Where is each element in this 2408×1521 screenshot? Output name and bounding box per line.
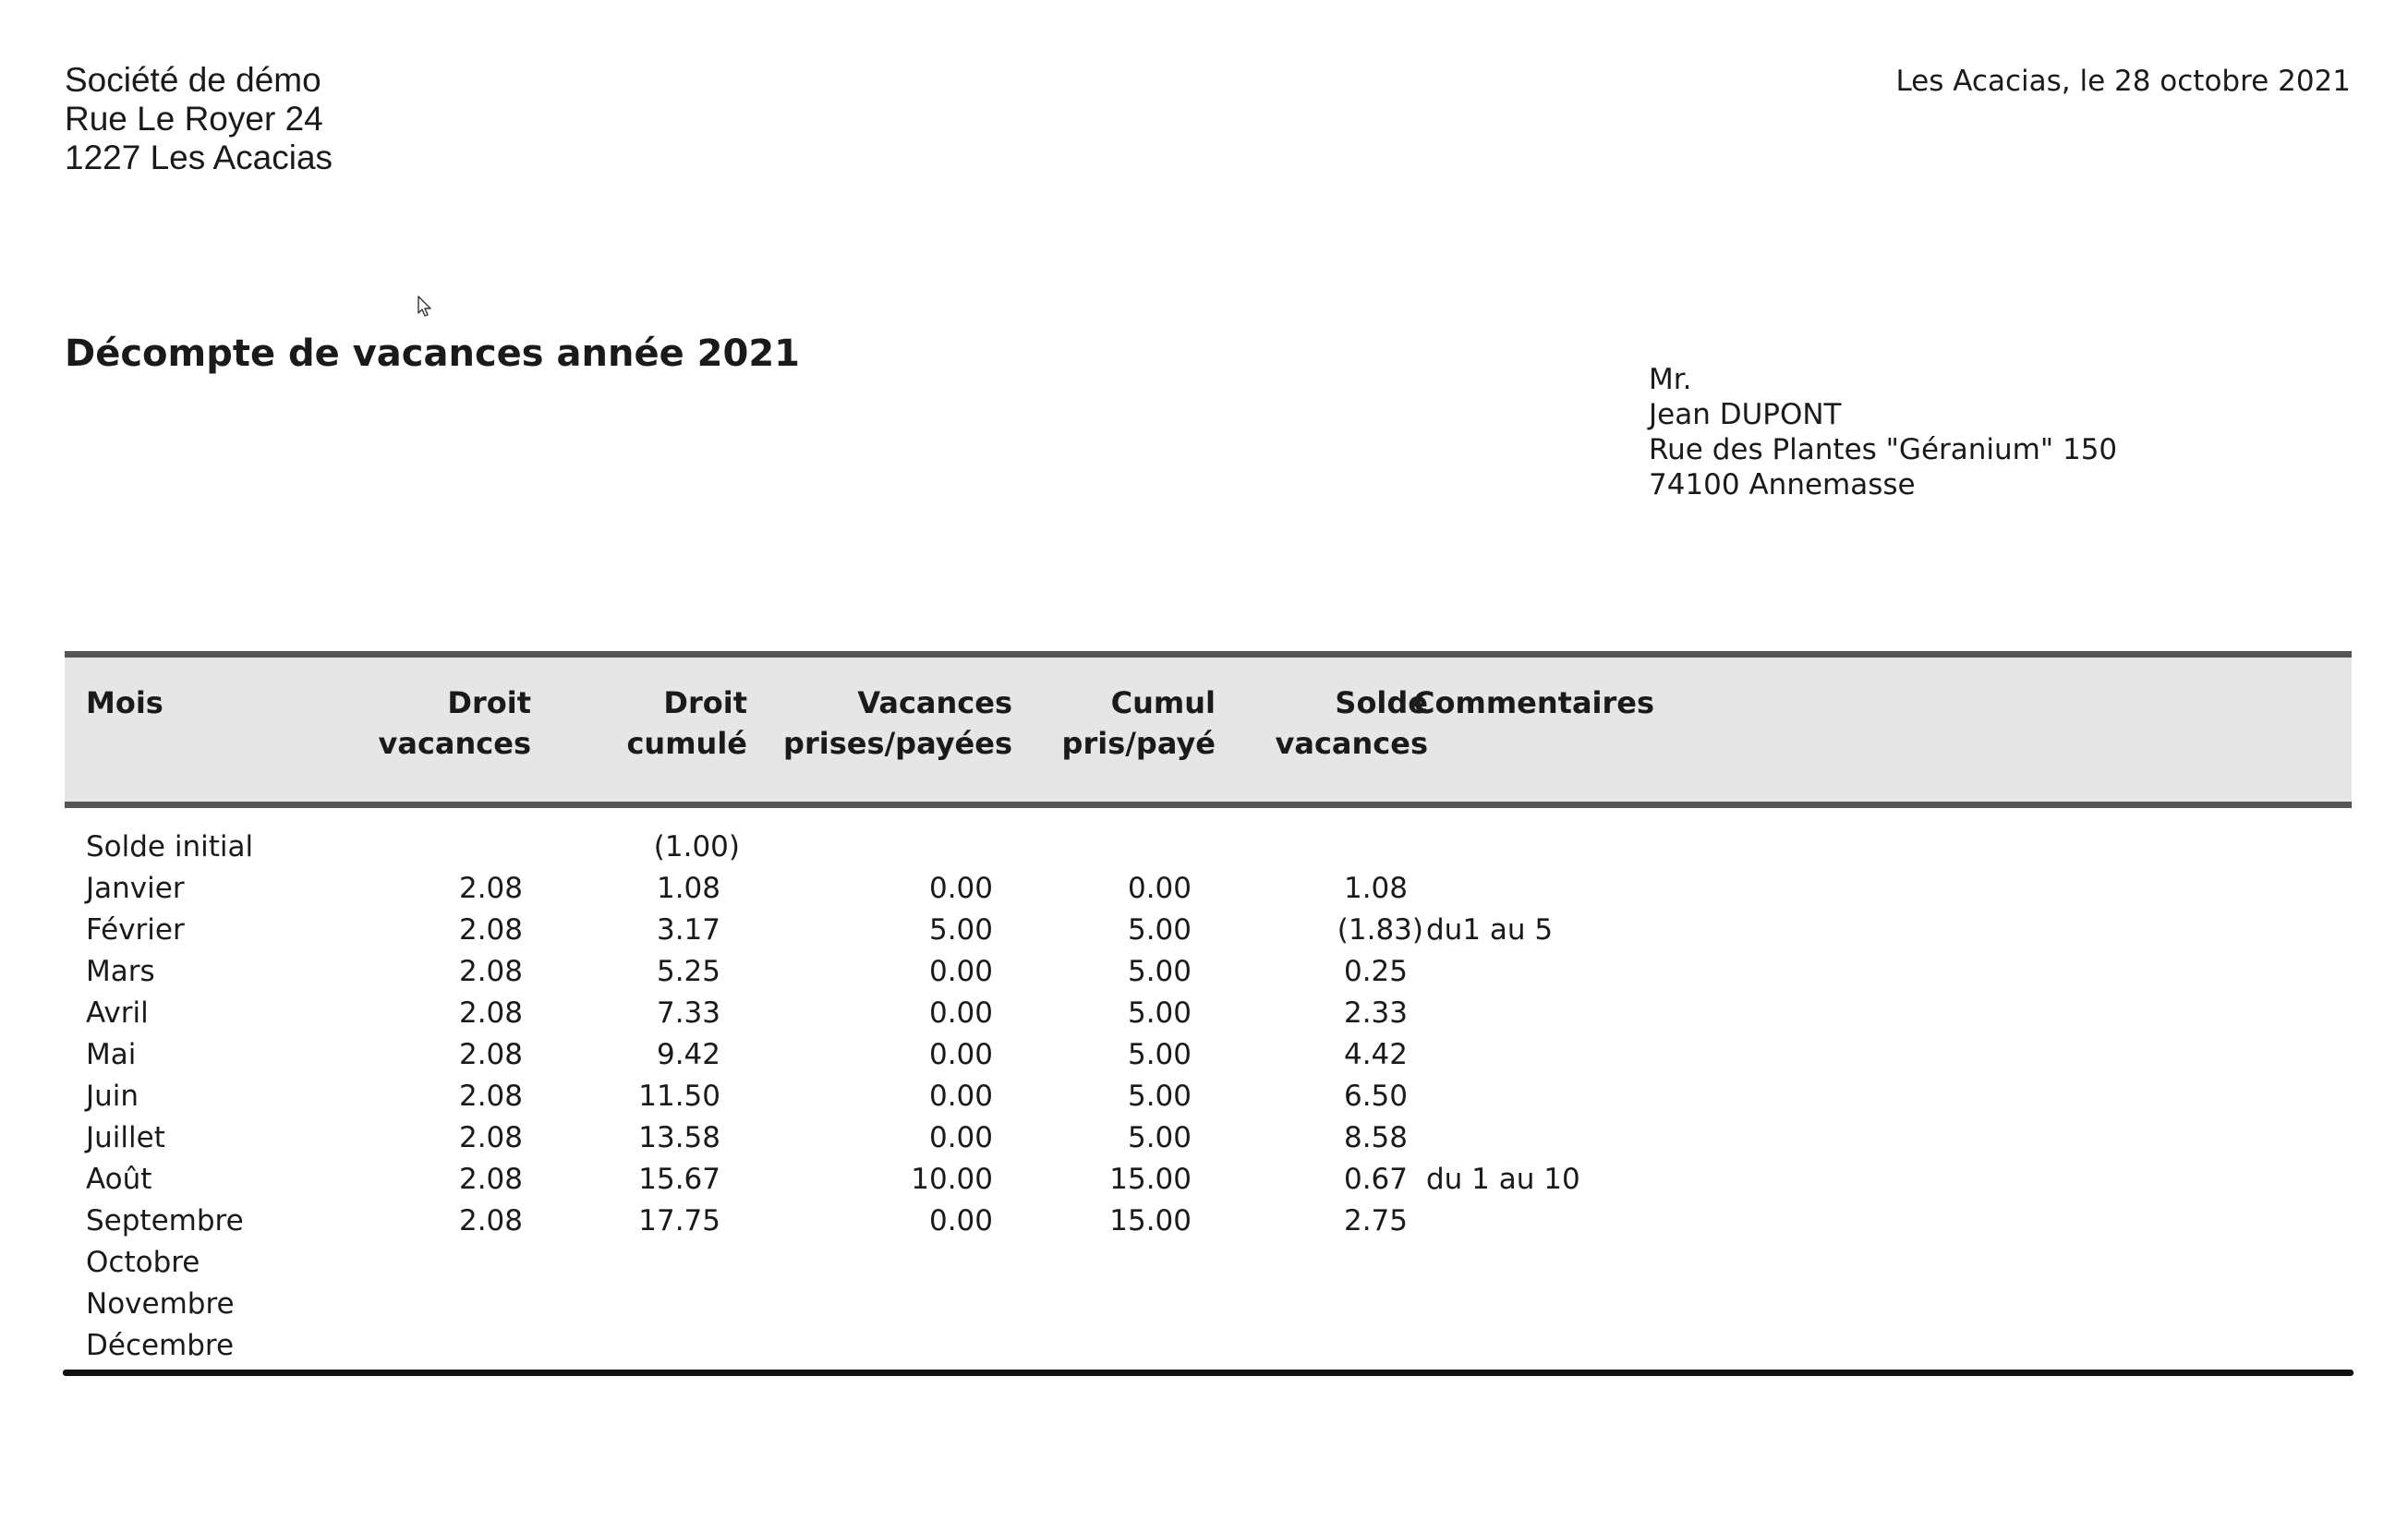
sender-company: Société de démo [65,61,321,99]
mouse-pointer-icon [417,296,432,318]
table-row [65,1284,2352,1325]
cell-cumule: 13.58 [638,1121,720,1154]
table-row [65,1201,2352,1242]
cell-droit: 2.08 [458,1121,523,1154]
table-row [65,1034,2352,1076]
cell-prises: 0.00 [928,996,993,1030]
cell-cumul: 15.00 [1109,1204,1192,1237]
header-commentaires [1413,682,1654,723]
cell-solde: (1.83) [1337,913,1423,947]
cell-cumul: 15.00 [1109,1163,1192,1196]
document-date: Les Acacias, le 28 octobre 2021 [1895,65,2351,98]
cell-droit: 2.08 [458,1038,523,1071]
recipient-name: Jean DUPONT [1649,398,1842,431]
header-mois-line1: Mois [86,685,163,720]
sender-city: 1227 Les Acacias [65,139,333,176]
header-droit-cumule-line1: Droit [663,685,747,720]
cell-droit: 2.08 [458,1080,523,1113]
table-row [65,1242,2352,1284]
cell-mois: Octobre [86,1246,200,1279]
header-droit-cumule-line2: cumulé [626,726,747,761]
table-body [65,827,2352,1367]
header-cumul-pris [1062,682,1216,764]
header-droit-cumule [626,682,747,764]
cell-cumule: (1.00) [653,830,740,863]
cell-cumule: 3.17 [656,913,720,947]
cell-cumul: 5.00 [1127,955,1192,988]
header-solde-vacances-line2: vacances [1275,726,1428,761]
header-droit-vacances-line1: Droit [447,685,531,720]
cell-cumule: 11.50 [638,1080,720,1113]
cell-cumule: 1.08 [656,872,720,905]
cell-solde: 0.67 [1343,1163,1408,1196]
cell-cumul: 5.00 [1127,1121,1192,1154]
cell-prises: 0.00 [928,1038,993,1071]
page-title: Décompte de vacances année 2021 [65,332,800,375]
cell-cumul: 5.00 [1127,996,1192,1030]
cell-mois: Janvier [86,872,185,905]
table-row [65,993,2352,1034]
table-row [65,827,2352,868]
table-row [65,951,2352,993]
cell-droit: 2.08 [458,1163,523,1196]
cell-mois: Février [86,913,185,947]
header-vacances-prises [783,682,1012,764]
header-commentaires-line1: Commentaires [1413,685,1655,720]
cell-cumule: 7.33 [656,996,720,1030]
recipient-address [1649,362,2117,502]
cell-solde: 6.50 [1343,1080,1408,1113]
cell-solde: 1.08 [1343,872,1408,905]
cell-mois: Mars [86,955,155,988]
cell-comment: du1 au 5 [1426,913,1554,947]
header-solde-vacances-line1: Solde [1335,685,1428,720]
cell-droit: 2.08 [458,872,523,905]
cell-droit: 2.08 [458,1204,523,1237]
cell-cumul: 0.00 [1127,872,1192,905]
header-droit-vacances-line2: vacances [378,726,531,761]
table-row [65,1076,2352,1117]
cell-solde: 2.75 [1343,1204,1408,1237]
header-droit-vacances [378,682,531,764]
cell-cumule: 17.75 [638,1204,720,1237]
header-vacances-prises-line2: prises/payées [783,726,1012,761]
cell-cumul: 5.00 [1127,913,1192,947]
recipient-street: Rue des Plantes "Géranium" 150 [1649,433,2118,466]
recipient-city: 74100 Annemasse [1649,468,1916,501]
cell-prises: 0.00 [928,1080,993,1113]
cell-mois: Juillet [86,1121,165,1154]
table-bottom-rule [63,1370,2354,1376]
sender-street: Rue Le Royer 24 [65,100,323,138]
cell-prises: 5.00 [928,913,993,947]
header-mois [86,682,163,723]
cell-cumule: 9.42 [656,1038,720,1071]
recipient-salutation: Mr. [1649,363,1692,396]
header-solde-vacances [1275,682,1428,764]
cell-cumul: 5.00 [1127,1038,1192,1071]
cell-solde: 8.58 [1343,1121,1408,1154]
cell-mois: Novembre [86,1287,235,1321]
cell-solde: 4.42 [1343,1038,1408,1071]
cell-droit: 2.08 [458,913,523,947]
cell-prises: 0.00 [928,1204,993,1237]
cell-droit: 2.08 [458,955,523,988]
table-row [65,910,2352,951]
cell-mois: Décembre [86,1329,235,1362]
cell-mois: Septembre [86,1204,244,1237]
cell-solde: 2.33 [1343,996,1408,1030]
table-row [65,1325,2352,1367]
cell-cumule: 15.67 [638,1163,720,1196]
cell-cumul: 5.00 [1127,1080,1192,1113]
cell-cumule: 5.25 [656,955,720,988]
sender-address [65,61,333,177]
cell-comment: du 1 au 10 [1426,1163,1580,1196]
cell-solde: 0.25 [1343,955,1408,988]
cell-mois: Solde initial [86,830,254,863]
header-vacances-prises-line1: Vacances [857,685,1012,720]
cell-prises: 0.00 [928,955,993,988]
table-header [65,651,2352,808]
cell-mois: Avril [86,996,149,1030]
cell-prises: 0.00 [928,1121,993,1154]
table-row [65,1159,2352,1201]
header-cumul-pris-line2: pris/payé [1061,726,1216,761]
cell-mois: Août [86,1163,152,1196]
cell-mois: Mai [86,1038,137,1071]
cell-droit: 2.08 [458,996,523,1030]
cell-prises: 10.00 [911,1163,993,1196]
table-row [65,868,2352,910]
cell-prises: 0.00 [928,872,993,905]
cell-mois: Juin [86,1080,139,1113]
header-cumul-pris-line1: Cumul [1110,685,1216,720]
table-row [65,1117,2352,1159]
